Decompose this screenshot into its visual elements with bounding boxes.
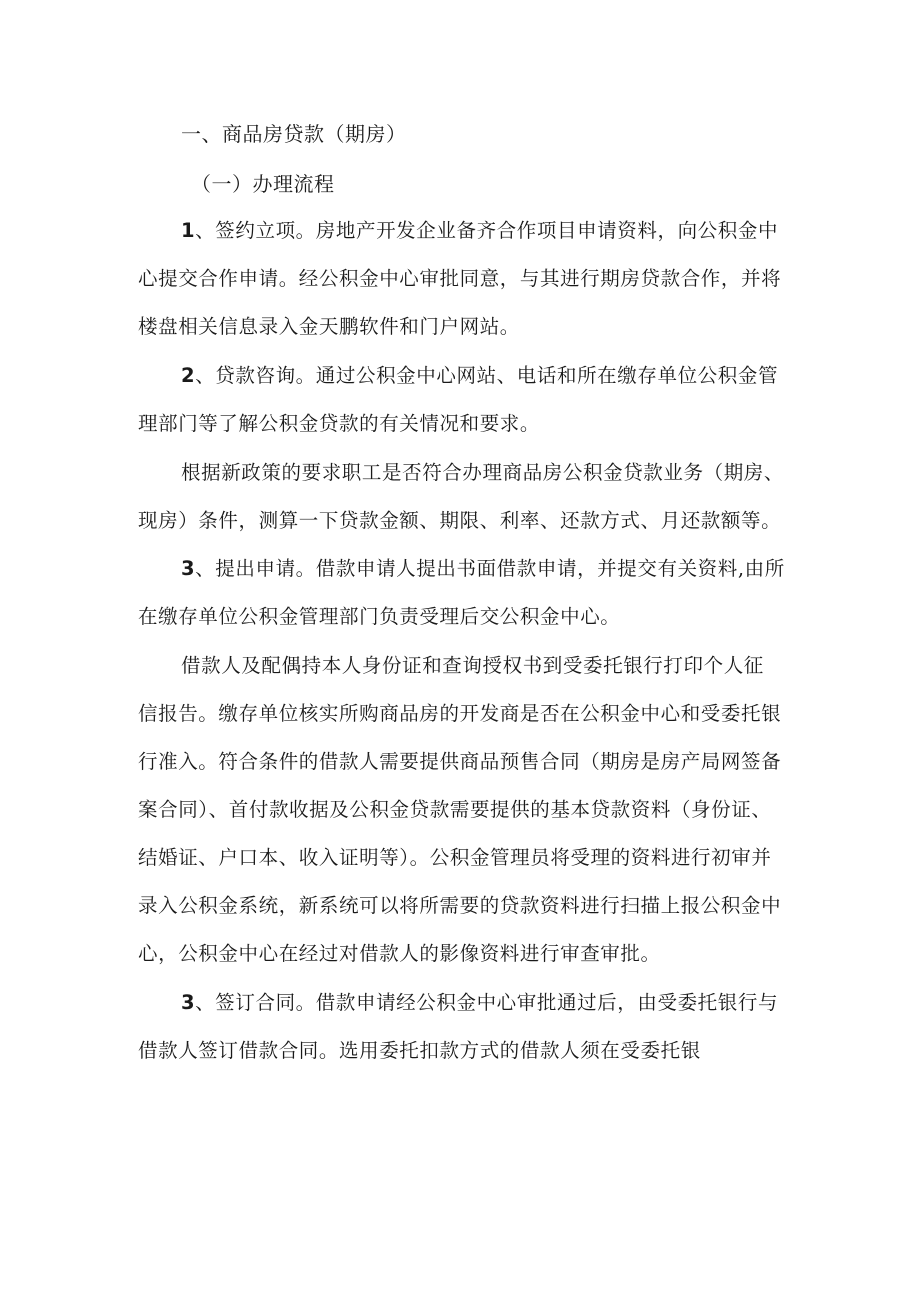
paragraph-text: 心提交合作申请。经公积金中心审批同意，与其进行期房贷款合作，并将 bbox=[138, 267, 782, 290]
paragraph-text: 根据新政策的要求职工是否符合办理商品房公积金贷款业务（期房、 bbox=[181, 461, 785, 484]
paragraph-5-line-7 bbox=[138, 942, 661, 966]
paragraph-6-line-1 bbox=[181, 991, 778, 1015]
paragraph-text: 在缴存单位公积金管理部门负责受理后交公积金中心。 bbox=[138, 605, 621, 628]
paragraph-text: 行准入。符合条件的借款人需要提供商品预售合同（期房是房产局网签备 bbox=[138, 750, 782, 773]
section-heading bbox=[181, 122, 407, 146]
paragraph-3-line-2 bbox=[138, 509, 781, 533]
paragraph-1-line-1 bbox=[181, 219, 778, 243]
paragraph-2-line-2 bbox=[138, 412, 540, 436]
paragraph-text: 案合同）、首付款收据及公积金贷款需要提供的基本贷款资料（身份证、 bbox=[138, 798, 772, 821]
paragraph-text: 楼盘相关信息录入金天鹏软件和门户网站。 bbox=[138, 315, 520, 338]
paragraph-text: 借款人签订借款合同。选用委托扣款方式的借款人须在受委托银 bbox=[138, 1039, 701, 1062]
paragraph-5-line-2 bbox=[138, 702, 781, 726]
paragraph-4-line-2 bbox=[138, 605, 620, 629]
subsection-heading bbox=[191, 172, 335, 196]
paragraph-text: 、签约立项。房地产开发企业备齐合作项目申请资料，向公积金中 bbox=[195, 219, 779, 242]
paragraph-5-line-3 bbox=[138, 750, 781, 774]
paragraph-text: 结婚证、户口本、收入证明等）。公积金管理员将受理的资料进行初审并 bbox=[138, 846, 772, 869]
paragraph-5-line-4 bbox=[138, 798, 771, 822]
step-number: 3 bbox=[181, 991, 196, 1014]
paragraph-text: 现房）条件，测算一下贷款金额、期限、利率、还款方式、月还款额等。 bbox=[138, 509, 782, 532]
paragraph-text: 、贷款咨询。通过公积金中心网站、电话和所在缴存单位公积金管 bbox=[195, 364, 779, 387]
paragraph-text: 录入公积金系统，新系统可以将所需要的贷款资料进行扫描上报公积金中 bbox=[138, 894, 782, 917]
step-number: 2 bbox=[181, 364, 196, 387]
paragraph-5-line-5 bbox=[138, 846, 771, 870]
paragraph-text: 借款人及配偶持本人身份证和查询授权书到受委托银行打印个人征 bbox=[181, 654, 764, 677]
paragraph-text: 理部门等了解公积金贷款的有关情况和要求。 bbox=[138, 412, 541, 435]
paragraph-text: 心，公积金中心在经过对借款人的影像资料进行审查审批。 bbox=[138, 942, 661, 965]
paragraph-1-line-3 bbox=[138, 315, 520, 339]
step-number: 1 bbox=[181, 219, 196, 242]
paragraph-6-line-2 bbox=[138, 1039, 701, 1063]
paragraph-text: 、提出申请。借款申请人提出书面借款申请，并提交有关资料,由所 bbox=[195, 557, 785, 580]
subsection-heading-text: （一）办理流程 bbox=[191, 172, 335, 196]
paragraph-2-line-1 bbox=[181, 364, 778, 388]
paragraph-text: 信报告。缴存单位核实所购商品房的开发商是否在公积金中心和受委托银 bbox=[138, 702, 782, 725]
paragraph-1-line-2 bbox=[138, 267, 781, 291]
step-number: 3 bbox=[181, 557, 196, 580]
paragraph-text: 、签订合同。借款申请经公积金中心审批通过后，由受委托银行与 bbox=[195, 991, 779, 1014]
paragraph-3-line-1 bbox=[181, 461, 784, 485]
paragraph-5-line-1 bbox=[181, 654, 764, 678]
paragraph-5-line-6 bbox=[138, 894, 781, 918]
paragraph-4-line-1 bbox=[181, 557, 785, 581]
section-heading-text: 一、商品房贷款（期房） bbox=[181, 122, 407, 146]
